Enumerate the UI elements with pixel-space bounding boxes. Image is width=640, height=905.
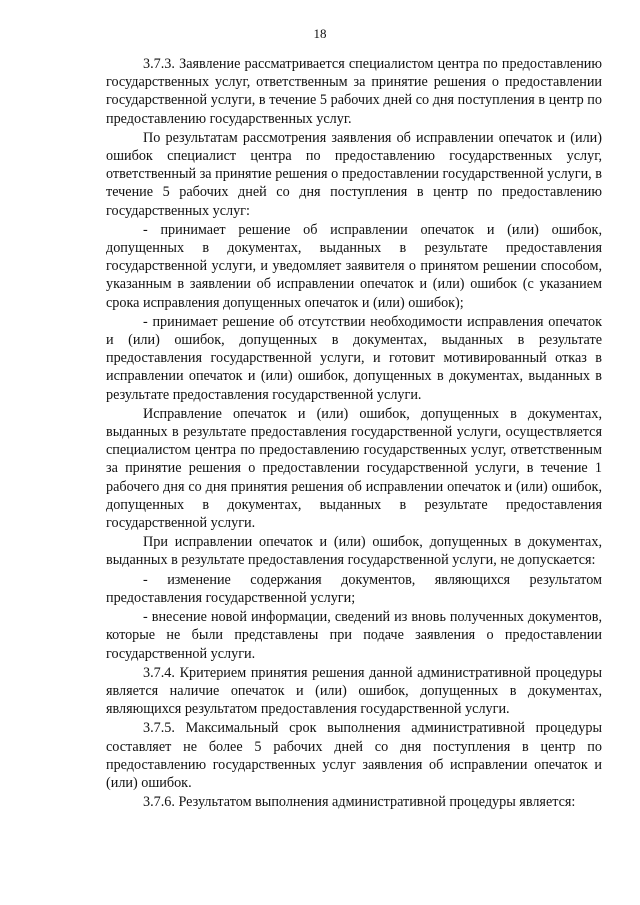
paragraph-3-7-3: 3.7.3. Заявление рассматривается специалистом центра по предоставлению государственных услуг, ответственным за принятие решения о предоставлении государственной услуги, в течение 5 рабочих дней со дня поступления в центр по предоставлению государственных услуг. [106,56,602,127]
list-item-correction-decision: - принимает решение об исправлении опечаток и (или) ошибок, допущенных в документах, выданных в результате предоставления государственной услуги, и уведомляет заявителя о принятом решении способом, указанным в заявлении об исправлении опечаток и (или) ошибок (с указанием срока исправления допущенных опечаток и (или) ошибок); [106,221,602,311]
paragraph-3-7-6: 3.7.6. Результатом выполнения административной процедуры является: [143,794,576,811]
list-item-content-change: - изменение содержания документов, являющихся результатом предоставления государственной услуги; [106,571,602,606]
paragraph-correction-execution: Исправление опечаток и (или) ошибок, допущенных в документах, выданных в результате предоставления государственной услуги, осуществляется специалистом центра по предоставлению государственных услуг, ответственным за принятие решения о предоставлении государственной услуги, в течение 1 рабочего дня со дня принятия решения об исправлении опечаток и (или) ошибок, допущенных в документах, выданных в результате предоставления государственной услуги. [106,405,602,532]
paragraph-review-results: По результатам рассмотрения заявления об исправлении опечаток и (или) ошибок специалист центра по предоставлению государственных услуг, ответственный за принятие решения о предоставлении государственной услуги, в течение 5 рабочих дней со дня поступления в центр по предоставлению государственных услуг: [106,129,602,219]
list-item-new-information: - внесение новой информации, сведений из вновь полученных документов, которые не были представлены при подаче заявления о предоставлении государственной услуги. [106,609,602,662]
paragraph-not-allowed: При исправлении опечаток и (или) ошибок, допущенных в документах, выданных в результате предоставления государственной услуги, не допускается: [106,534,602,569]
list-item-refusal-decision: - принимает решение об отсутствии необходимости исправления опечаток и (или) ошибок, допущенных в документах, выданных в результате предоставления государственной услуги, и готовит мотивированный отказ в исправлении опечаток и (или) ошибок, допущенных в документах, выданных в результате предоставления государственной услуги. [106,313,602,403]
document-body [106,55,602,811]
paragraph-3-7-5: 3.7.5. Максимальный срок выполнения административной процедуры составляет не более 5 рабочих дней со дня поступления в центр по предоставлению государственных услуг заявления об исправлении опечаток и (или) ошибок. [106,720,602,791]
page-number: 18 [313,26,327,41]
paragraph-3-7-4: 3.7.4. Критерием принятия решения данной административной процедуры является наличие опечаток и (или) ошибок, допущенных в документах, являющихся результатом предоставления государственной услуги. [106,664,602,718]
